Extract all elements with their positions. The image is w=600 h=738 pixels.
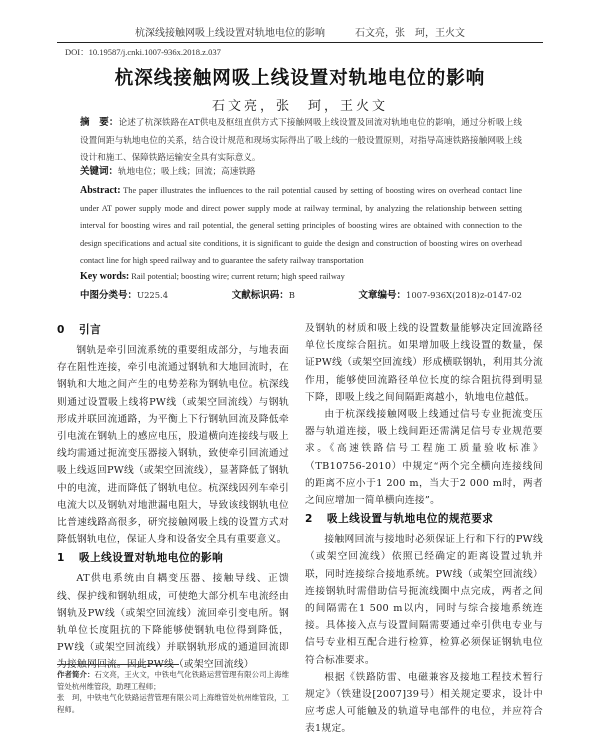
paper-authors: 石文亮，张 珂，王火文 (211, 99, 388, 114)
classification-info (80, 287, 522, 301)
article-no-label: 文章编号： (358, 290, 406, 301)
running-head (57, 27, 543, 43)
paragraph: 根据《铁路防雷、电磁兼容及接地工程技术暂行规定》（铁建设[2007]39号）相关规定要求，设计中应考虑人可能触及的轨道导电部件的电位，并应符合表1规定。 (305, 671, 543, 735)
clc-number (80, 287, 168, 301)
keywords-cn-label: 关键词： (80, 166, 119, 177)
abstract-english (80, 182, 522, 270)
section-title: 吸上线设置与轨地电位的规范要求 (327, 513, 494, 526)
keywords-en-label: Key words: (80, 271, 130, 282)
article-no-value: 1007-936X(2018)z-0147-02 (406, 290, 522, 300)
keywords-en-text: Rail potential; boosting wire; current return; high speed railway (131, 272, 345, 281)
section-heading-0 (57, 321, 289, 340)
body-column-left (57, 320, 289, 674)
article-number (358, 287, 522, 301)
keywords-chinese (80, 165, 522, 179)
section-number: 0 (57, 324, 65, 336)
abstract-chinese (80, 114, 522, 168)
section-title: 吸上线设置对轨地电位的影响 (79, 552, 224, 565)
paragraph-section1-a: AT供电系统由自耦变压器、接触导线、正馈线、保护线和钢轨组成，可使绝大部分机车电流经由钢轨及PW线（或架空回流线）流回牵引变电所。钢轨单位长度阻抗的下降能够使钢轨电位得到降低，PW线（或架空回流线）并联钢轨形成的通道回流即为接触网回流。因此PW线（或架空回流线） (57, 573, 289, 671)
footnote-divider (57, 664, 179, 665)
footnote-line-1 (57, 669, 289, 692)
document-code (232, 287, 295, 301)
footnote-line-2: 张 珂，中铁电气化铁路运营管理有限公司上海维管处杭州维管段，工程师。 (57, 693, 289, 714)
clc-value: U225.4 (137, 290, 169, 300)
doc-code-value: B (288, 290, 295, 300)
paragraph-section1-a-cont: 及钢轨的材质和吸上线的设置数量能够决定回流路径单位长度综合阻抗。如果增加吸上线设置的数量，保证PW线（或架空回流线）形成横联钢轨，利用其分流作用，能够使回流路径单位长度的综合阻抗得到明显下降，即吸上线之间间隔距离越小，轨地电位越低。 (305, 323, 543, 403)
section-number: 1 (57, 552, 65, 565)
footnote-text-1: 石文亮，王火文，中铁电气化铁路运营管理有限公司上海维管处杭州维管段，助理工程师； (57, 670, 289, 691)
paragraph: 由于杭深线接触网吸上线通过信号专业扼流变压器与轨道连接，吸上线间距还需满足信号专业规范要求。《高速铁路信号工程施工质量验收标准》（TB10756-2010）中规定“两个完全横向连接线间的距离不应小于1 200 m，当大于2 000 m时，两者之间应增加一简单横向连接”。 (305, 409, 543, 507)
doc-code-label: 文献标识码： (231, 290, 289, 301)
body-column-right (305, 320, 543, 738)
abstract-en-label: Abstract: (80, 185, 121, 196)
paper-title: 杭深线接触网吸上线设置对轨地电位的影响 (114, 68, 486, 89)
abstract-en-text: The paper illustrates the influences to the rail potential caused by setting of boosting wires on overhead contact line under AT power supply mode and direct power supply mode at railway terminal, by analyzing the relationship between setting interval for boosting wires and rail potential, the general setting principles of boosting wires are obtained with connection to the design specifications and actual site conditions, it is significant to guide the design and construction of boosting wires on overhead contact line for high speed railway and to guarantee the safety railway transportation (80, 186, 522, 266)
keywords-cn-text: 轨地电位；吸上线；回流；高速铁路 (118, 167, 256, 177)
running-head-title: 杭深线接触网吸上线设置对轨地电位的影响 (135, 28, 325, 39)
footnote-label: 作者简介： (57, 670, 95, 679)
section-heading-1 (57, 549, 289, 568)
abstract-cn-label: 摘 要： (80, 117, 119, 128)
section-number: 2 (305, 513, 313, 526)
section-heading-2 (305, 510, 543, 529)
running-head-authors: 石文亮，张 珂，王火文 (355, 28, 465, 39)
abstract-cn-text: 论述了杭深铁路在AT供电及枢纽直供方式下接触网吸上线设置及回流对轨地电位的影响，通过分析吸上线设置间距与轨地电位的关系，结合设计规范和现场实际得出了吸上线的一般设置原则，对指导高速铁路接触网吸上线设计和施工、保障铁路运输安全具有实际意义。 (80, 118, 522, 163)
section-title: 引言 (79, 324, 102, 336)
author-footnote (57, 669, 289, 715)
paragraph: 接触网回流与接地时必须保证上行和下行的PW线（或架空回流线）依照已经确定的距离设置过轨并联，同时连接综合接地系统。PW线（或架空回流线）连接钢轨时需借助信号扼流线圈中点完成，两者之间的间隔需在1 500 m以内，同时与综合接地系统连接。具体接入点与设置间隔需要通过牵引供电专业与信号专业相互配合进行检算，检算必须保证钢轨电位符合标准要求。 (305, 534, 543, 666)
doi: DOI：10.19587/j.cnki.1007-936x.2018.z.037 (65, 47, 221, 57)
clc-label: 中图分类号： (80, 290, 138, 301)
keywords-english (80, 270, 522, 284)
paragraph: 钢轨是牵引回流系统的重要组成部分，与地表面存在阻性连接，牵引电流通过钢轨和大地回流时，在钢轨和大地之间产生的电势差称为钢轨电位。杭深线则通过设置吸上线将PW线（或架空回流线）与钢轨形成并联回流通路，为平衡上下行钢轨回流及降低牵引电流在钢轨上的感应电压，股道横向连接线与吸上线均需通过扼流变压器接入钢轨，致使牵引回流通过吸上线返回PW线（或架空回流线），显著降低了钢轨中的电流，进而降低了钢轨电位。杭深线因列车牵引电流大以及钢轨对地泄漏电阻大，导致该线钢轨电位比普速线路高很多，研究接触网吸上线的设置方式对降低钢轨电位，保证人身和设备安全具有重要意义。 (57, 345, 289, 546)
